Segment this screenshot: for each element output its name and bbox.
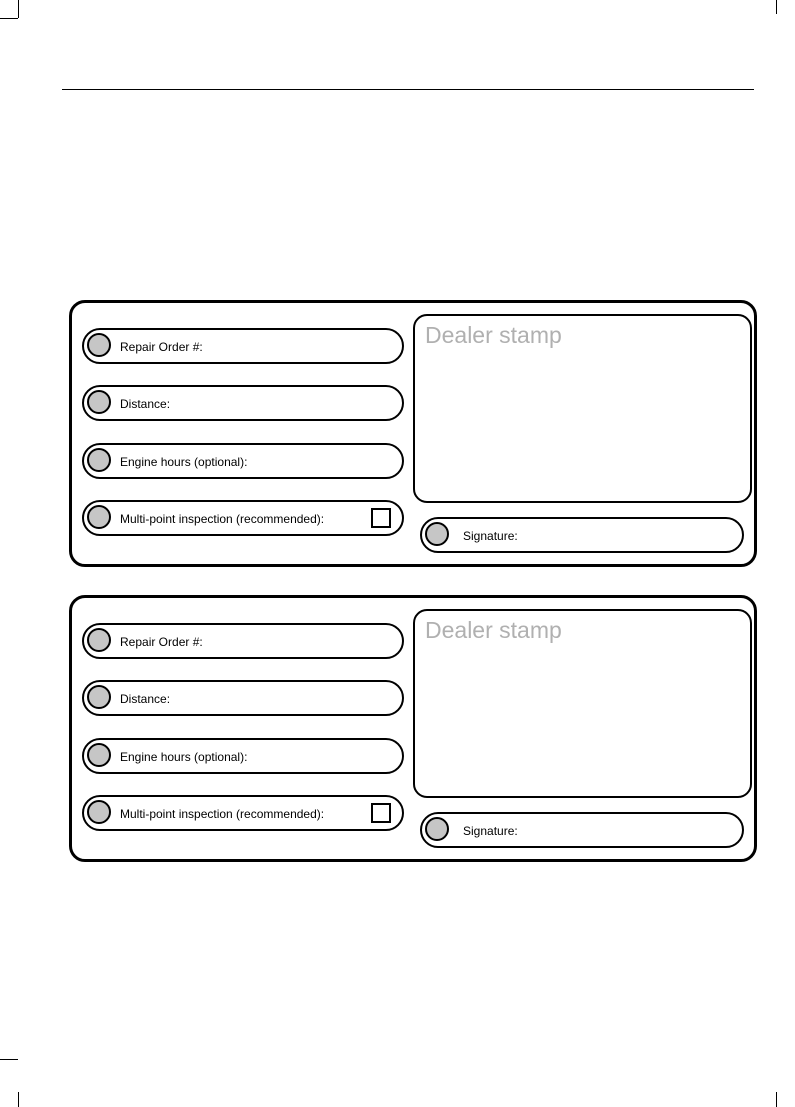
signature-field[interactable] bbox=[420, 812, 744, 848]
engine-hours-label: Engine hours (optional): bbox=[120, 750, 248, 764]
repair-order-field[interactable] bbox=[82, 623, 404, 659]
circle-icon bbox=[425, 522, 449, 546]
crop-mark-top-right-v bbox=[776, 0, 777, 14]
circle-icon bbox=[87, 800, 111, 824]
circle-icon bbox=[87, 390, 111, 414]
crop-mark-bottom-right-v bbox=[776, 1092, 777, 1107]
header-rule bbox=[62, 89, 754, 90]
multi-point-inspection-label: Multi-point inspection (recommended): bbox=[120, 512, 325, 526]
circle-icon bbox=[87, 628, 111, 652]
repair-order-label: Repair Order #: bbox=[120, 635, 203, 649]
inspection-checkbox[interactable] bbox=[371, 508, 391, 528]
engine-hours-label: Engine hours (optional): bbox=[120, 455, 248, 469]
crop-mark-bottom-left-v bbox=[18, 1092, 19, 1107]
multi-point-inspection-field bbox=[82, 500, 404, 536]
dealer-stamp-box bbox=[413, 609, 752, 798]
distance-field[interactable] bbox=[82, 680, 404, 716]
signature-label: Signature: bbox=[463, 529, 518, 543]
distance-label: Distance: bbox=[120, 692, 171, 706]
crop-mark-top-left-v bbox=[18, 0, 19, 18]
circle-icon bbox=[425, 817, 449, 841]
service-record-card bbox=[69, 595, 757, 862]
circle-icon bbox=[87, 448, 111, 472]
crop-mark-bottom-left-h bbox=[0, 1059, 18, 1060]
multi-point-inspection-field bbox=[82, 795, 404, 831]
circle-icon bbox=[87, 333, 111, 357]
circle-icon bbox=[87, 505, 111, 529]
inspection-checkbox[interactable] bbox=[371, 803, 391, 823]
dealer-stamp-box bbox=[413, 314, 752, 503]
distance-label: Distance: bbox=[120, 397, 171, 411]
engine-hours-field[interactable] bbox=[82, 443, 404, 479]
repair-order-field[interactable] bbox=[82, 328, 404, 364]
signature-field[interactable] bbox=[420, 517, 744, 553]
multi-point-inspection-label: Multi-point inspection (recommended): bbox=[120, 807, 325, 821]
signature-label: Signature: bbox=[463, 824, 518, 838]
distance-field[interactable] bbox=[82, 385, 404, 421]
circle-icon bbox=[87, 743, 111, 767]
engine-hours-field[interactable] bbox=[82, 738, 404, 774]
circle-icon bbox=[87, 685, 111, 709]
dealer-stamp-label: Dealer stamp bbox=[425, 322, 562, 348]
repair-order-label: Repair Order #: bbox=[120, 340, 203, 354]
dealer-stamp-label: Dealer stamp bbox=[425, 617, 562, 643]
service-record-card bbox=[69, 300, 757, 567]
crop-mark-top-left-h bbox=[0, 18, 18, 19]
